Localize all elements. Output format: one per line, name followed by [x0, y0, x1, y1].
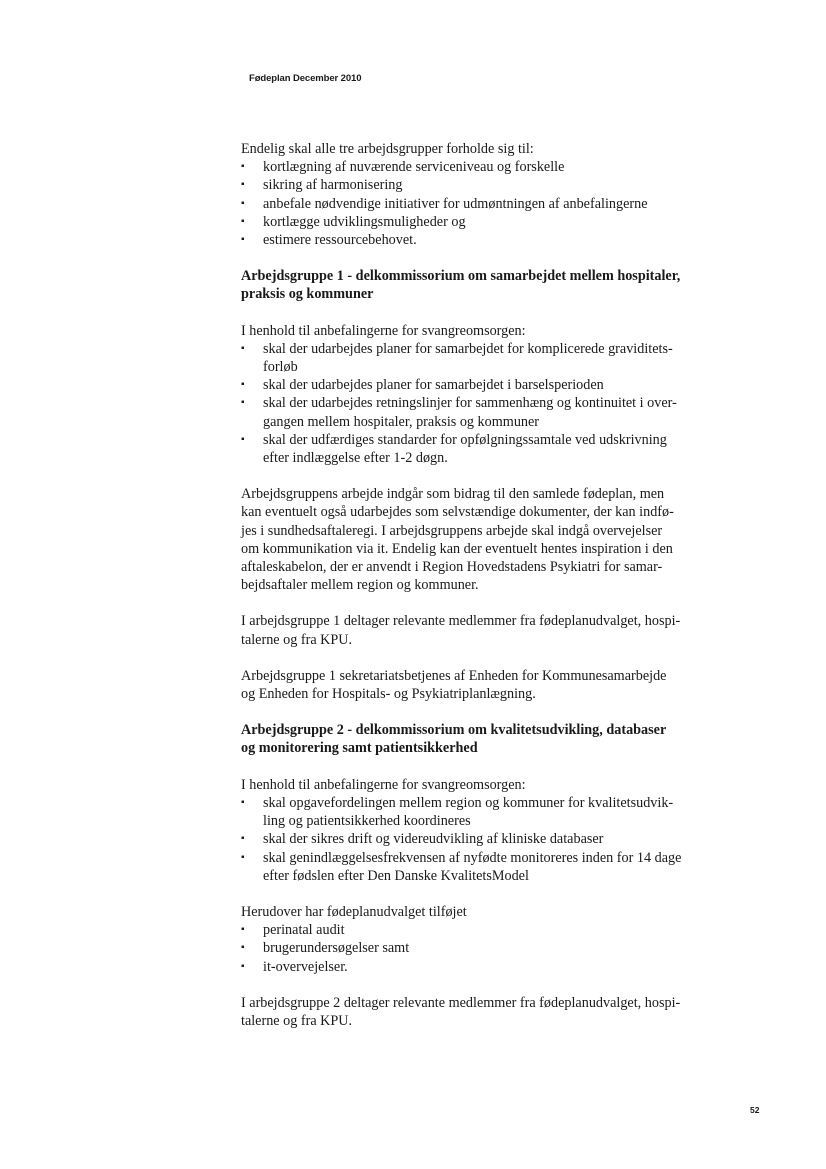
list-item: ▪ sikring af harmonisering [241, 177, 403, 194]
page-number: 52 [750, 1105, 760, 1115]
list-item: ▪ estimere ressourcebehovet. [241, 232, 417, 249]
bullet-icon: ▪ [241, 851, 245, 863]
list-item: ▪ skal der sikres drift og videreudvikling af kliniske databaser [241, 831, 604, 848]
intro-bullet-list [241, 158, 701, 249]
bullet-icon: ▪ [241, 161, 245, 173]
document-body [241, 140, 701, 1030]
bullet-icon: ▪ [241, 960, 245, 972]
intro-lead: Endelig skal alle tre arbejdsgrupper forholde sig til: [241, 141, 534, 157]
section-heading-group1: Arbejdsgruppe 1 - delkommissorium om samarbejdet mellem hospitaler, praksis og kommuner [241, 268, 681, 303]
list-item: ▪ skal der udarbejdes planer for samarbejdet for komplicerede graviditets- forløb [241, 340, 673, 376]
bullet-icon: ▪ [241, 179, 245, 191]
group1-bullet-list [241, 340, 701, 467]
bullet-icon: ▪ [241, 942, 245, 954]
group2-extra-list [241, 921, 701, 976]
bullet-icon: ▪ [241, 397, 245, 409]
group1-paragraph: Arbejdsgruppens arbejde indgår som bidrag til den samlede fødeplan, men kan eventuelt også udarbejdes som selvstændige dokumenter, der kan indfø- jes i sundhedsaftaleregi. I arbejdsgruppens arbejde skal indgå overvejelser om kommunikation via it. Endelig kan der eventuelt hentes inspiration i den aftaleskabelon, der er anvendt i Region Hovedstadens Psykiatri for samar- bejdsaftaler mellem region og kommuner. [241, 486, 674, 594]
bullet-icon: ▪ [241, 924, 245, 936]
bullet-icon: ▪ [241, 379, 245, 391]
list-item: ▪ skal der udfærdiges standarder for opfølgningssamtale ved udskrivning efter indlæggelse efter 1-2 døgn. [241, 431, 667, 467]
list-item: ▪ anbefale nødvendige initiativer for udmøntningen af anbefalingerne [241, 195, 648, 212]
bullet-icon: ▪ [241, 197, 245, 209]
group2-participants: I arbejdsgruppe 2 deltager relevante medlemmer fra fødeplanudvalget, hospi- talerne og fra KPU. [241, 994, 681, 1029]
list-item: ▪ perinatal audit [241, 922, 345, 939]
group2-extra-lead: Herudover har fødeplanudvalget tilføjet [241, 903, 467, 920]
bullet-icon: ▪ [241, 234, 245, 246]
group2-lead: I henhold til anbefalingerne for svangreomsorgen: [241, 776, 526, 793]
bullet-icon: ▪ [241, 796, 245, 808]
group1-secretariat: Arbejdsgruppe 1 sekretariatsbetjenes af Enheden for Kommunesamarbejde og Enheden for Hospitals- og Psykiatriplanlægning. [241, 667, 667, 703]
group2-bullet-list [241, 794, 701, 885]
running-header: Fødeplan December 2010 [249, 73, 362, 84]
bullet-icon: ▪ [241, 833, 245, 845]
bullet-icon: ▪ [241, 433, 245, 445]
bullet-icon: ▪ [241, 342, 245, 354]
list-item: ▪ kortlægge udviklingsmuligheder og [241, 213, 466, 230]
group1-participants: I arbejdsgruppe 1 deltager relevante medlemmer fra fødeplanudvalget, hospi- talerne og fra KPU. [241, 613, 681, 648]
list-item: ▪ it-overvejelser. [241, 958, 348, 975]
list-item: ▪ brugerundersøgelser samt [241, 940, 410, 957]
list-item: ▪ kortlægning af nuværende serviceniveau og forskelle [241, 159, 565, 176]
group1-lead: I henhold til anbefalingerne for svangreomsorgen: [241, 322, 526, 339]
list-item: ▪ skal opgavefordelingen mellem region og kommuner for kvalitetsudvik- ling og patientsikkerhed koordineres [241, 794, 674, 830]
list-item: ▪ skal genindlæggelsesfrekvensen af nyfødte monitoreres inden for 14 dage efter fødslen efter Den Danske KvalitetsModel [241, 849, 682, 884]
bullet-icon: ▪ [241, 215, 245, 227]
list-item: ▪ skal der udarbejdes retningslinjer for sammenhæng og kontinuitet i over- gangen mellem hospitaler, praksis og kommuner [241, 395, 677, 430]
section-heading-group2: Arbejdsgruppe 2 - delkommissorium om kvalitetsudvikling, databaser og monitorering samt patientsikkerhed [241, 722, 667, 757]
list-item: ▪ skal der udarbejdes planer for samarbejdet i barselsperioden [241, 377, 604, 394]
